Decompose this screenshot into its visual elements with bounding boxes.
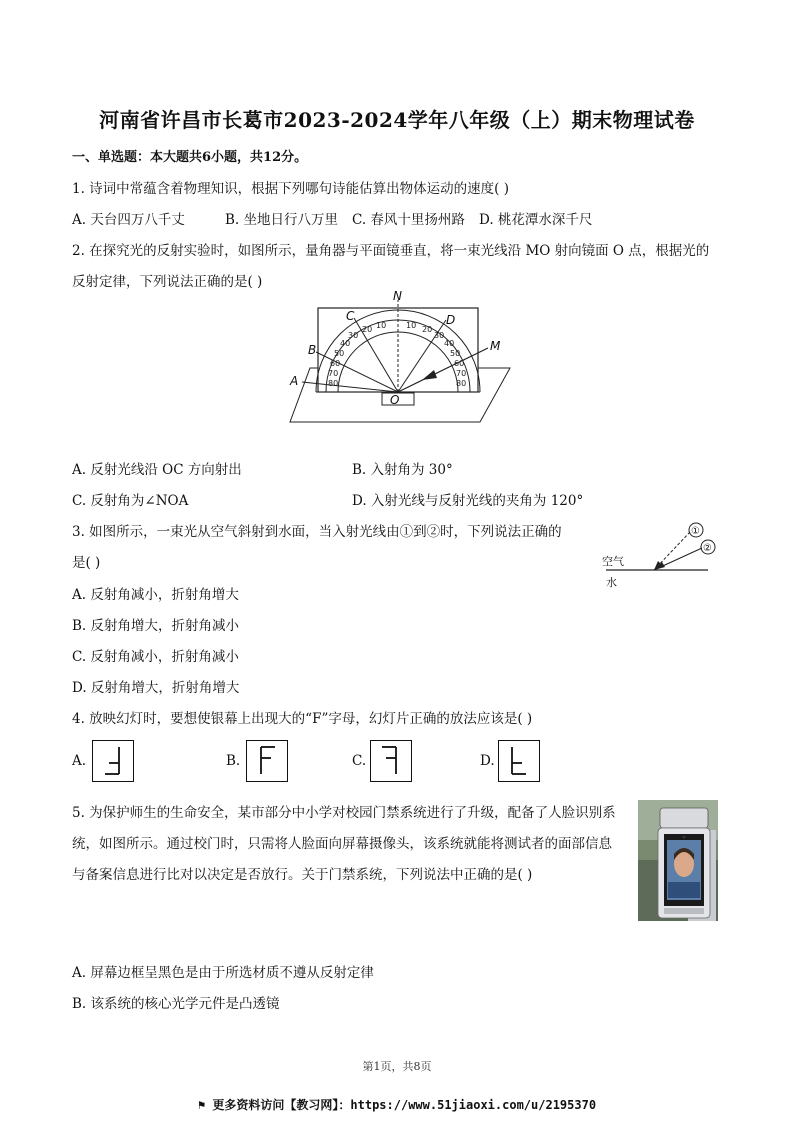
- q5-option-a: A. 屏幕边框呈黑色是由于所选材质不遵从反射定律: [72, 965, 374, 981]
- exam-title: 河南省许昌市长葛市2023-2024学年八年级（上）期末物理试卷: [99, 108, 695, 132]
- q2-option-b: B. 入射角为 30°: [352, 462, 453, 478]
- q1-stem: 1. 诗词中常蕴含着物理知识，根据下列哪句诗能估算出物体运动的速度( ): [72, 181, 509, 197]
- q5-stem-line3: 与备案信息进行比对以决定是否放行。关于门禁系统，下列说法中正确的是( ): [72, 867, 533, 883]
- q1-option-b: B. 坐地日行八万里: [225, 212, 339, 228]
- label-a: A: [290, 374, 299, 388]
- q3-stem-line1: 3. 如图所示，一束光从空气斜射到水面，当入射光线由①到②时，下列说法正确的: [72, 524, 562, 540]
- tick-left-30: 30: [348, 331, 359, 340]
- label-m: M: [490, 339, 501, 353]
- tick-left-10: 10: [376, 321, 387, 330]
- ray-2-label: ②: [703, 543, 712, 554]
- tick-right-60: 60: [454, 359, 465, 368]
- label-b: B: [308, 343, 317, 357]
- q4-slide-b: [246, 740, 288, 782]
- air-label: 空气: [602, 555, 624, 568]
- q3-option-c: C. 反射角减小，折射角减小: [72, 649, 239, 665]
- q4-stem: 4. 放映幻灯时，要想使银幕上出现大的“F”字母，幻灯片正确的放法应该是( ): [72, 711, 533, 727]
- slide-a-glyph: [93, 741, 132, 780]
- q2-option-c: C. 反射角为∠NOA: [72, 493, 189, 509]
- slide-c-glyph: [371, 741, 410, 780]
- q2-option-a: A. 反射光线沿 OC 方向射出: [72, 462, 242, 478]
- tick-left-80: 80: [328, 379, 339, 388]
- q4-option-c-label: C.: [352, 753, 367, 769]
- tick-right-50: 50: [450, 349, 461, 358]
- water-label: 水: [606, 576, 617, 589]
- tick-right-10: 10: [406, 321, 417, 330]
- label-d: D: [446, 313, 456, 327]
- q1-option-d: D. 桃花潭水深千尺: [479, 212, 593, 228]
- refraction-diagram: [596, 520, 716, 594]
- q3-option-a: A. 反射角减小，折射角增大: [72, 587, 239, 603]
- q2-stem-line2: 反射定律，下列说法正确的是( ): [72, 274, 263, 290]
- q2-stem-line1: 2. 在探究光的反射实验时，如图所示，量角器与平面镜垂直，将一束光线沿 MO 射向镜面 O 点，根据光的: [72, 243, 710, 259]
- q5-stem-line2: 统，如图所示。通过校门时，只需将人脸面向屏幕摄像头，该系统就能将测试者的面部信息: [72, 836, 612, 852]
- tick-right-40: 40: [444, 339, 455, 348]
- tick-right-20: 20: [422, 325, 433, 334]
- label-o: O: [390, 393, 400, 407]
- q3-option-b: B. 反射角增大，折射角减小: [72, 618, 240, 634]
- q4-option-a-label: A.: [72, 753, 87, 769]
- q1-option-a: A. 天台四万八千丈: [72, 212, 185, 228]
- q4-option-b-label: B.: [226, 753, 241, 769]
- page-number: 第1页，共8页: [362, 1060, 432, 1073]
- q3-stem-line2: 是( ): [72, 555, 101, 571]
- tick-left-20: 20: [362, 325, 373, 334]
- q5-stem-line1: 5. 为保护师生的生命安全，某市部分中小学对校园门禁系统进行了升级，配备了人脸识别系: [72, 805, 616, 821]
- tick-left-60: 60: [330, 359, 341, 368]
- label-c: C: [346, 309, 355, 323]
- q4-slide-d: [498, 740, 540, 782]
- q1-option-c: C. 春风十里扬州路: [352, 212, 465, 228]
- q4-option-d-label: D.: [480, 753, 495, 769]
- tick-left-70: 70: [328, 369, 339, 378]
- tick-right-70: 70: [456, 369, 467, 378]
- q5-option-b: B. 该系统的核心光学元件是凸透镜: [72, 996, 280, 1012]
- q4-slide-a: [92, 740, 134, 782]
- source-banner-text: 更多资料访问【教习网】：https://www.51jiaoxi.com/u/2195370: [212, 1098, 597, 1112]
- tick-left-50: 50: [334, 349, 345, 358]
- q4-slide-c: [370, 740, 412, 782]
- tick-right-30: 30: [434, 331, 445, 340]
- face-recognition-photo: [638, 800, 718, 921]
- slide-d-glyph: [499, 741, 538, 780]
- slide-b-glyph: [247, 741, 286, 780]
- flag-icon: ⚑: [197, 1098, 213, 1112]
- tick-left-40: 40: [340, 339, 351, 348]
- source-banner[interactable]: [0, 1096, 794, 1113]
- tick-right-80: 80: [456, 379, 467, 388]
- label-n: N: [393, 290, 402, 303]
- reflection-diagram: [282, 290, 512, 430]
- ray-1-label: ①: [691, 526, 700, 537]
- section-heading: 一、单选题：本大题共6小题，共12分。: [72, 150, 308, 165]
- q2-option-d: D. 入射光线与反射光线的夹角为 120°: [352, 493, 584, 509]
- q3-option-d: D. 反射角增大，折射角增大: [72, 680, 240, 696]
